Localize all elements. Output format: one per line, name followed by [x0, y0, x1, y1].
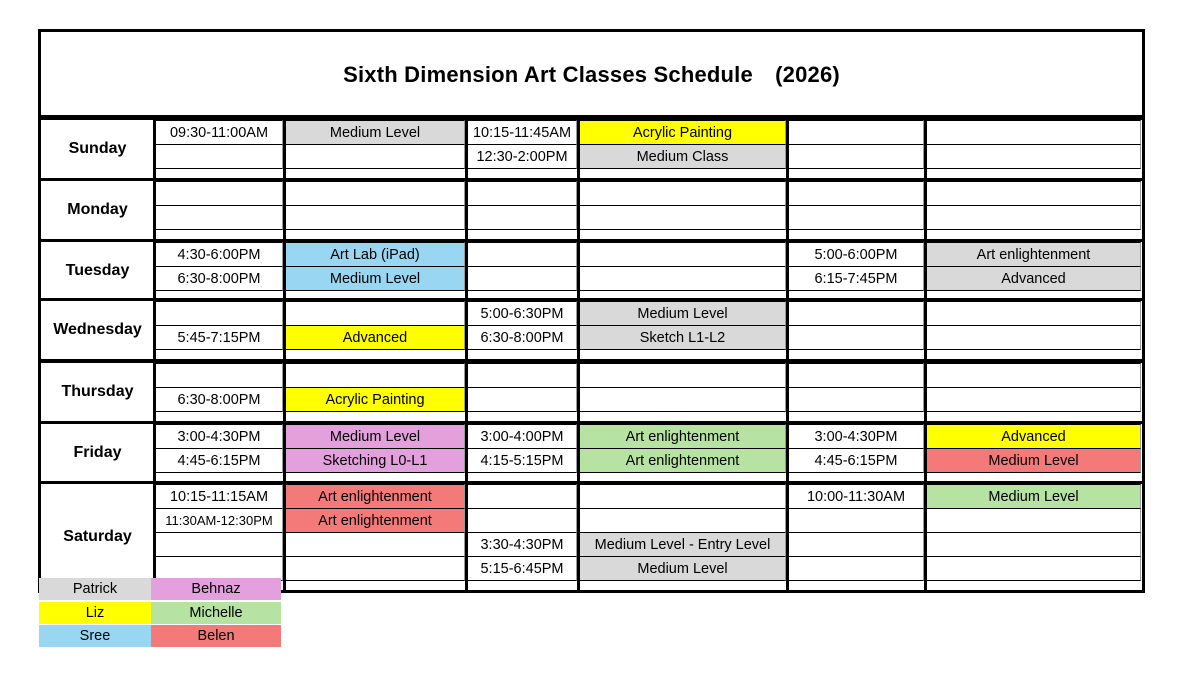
class-slot-class3	[927, 387, 1141, 412]
class-slot-class1	[286, 181, 465, 206]
time-slot-time1	[156, 144, 283, 169]
time-slot-time1: 3:00-4:30PM	[156, 424, 283, 449]
time-slot-time1: 6:30-8:00PM	[156, 266, 283, 291]
time-slot-time3: 5:00-6:00PM	[789, 242, 924, 267]
class-slot-class1: Art Lab (iPad)	[286, 242, 465, 267]
time-slot-time1	[156, 301, 283, 326]
day-block-tuesday	[38, 239, 1145, 303]
time-slot-time2: 3:30-4:30PM	[468, 532, 577, 557]
class-slot-class3: Medium Level	[927, 448, 1141, 473]
class-slot-class3: Advanced	[927, 266, 1141, 291]
class-slot-class2	[580, 484, 786, 509]
time-slot-time2: 5:15-6:45PM	[468, 556, 577, 581]
time-slot-time2: 4:15-5:15PM	[468, 448, 577, 473]
legend-patrick: Patrick	[39, 578, 151, 601]
class-slot-class2: Art enlightenment	[580, 448, 786, 473]
time-slot-time3	[789, 120, 924, 145]
time-slot-time1	[156, 205, 283, 230]
class-slot-class1: Medium Level	[286, 266, 465, 291]
class-slot-class1: Advanced	[286, 325, 465, 350]
class-slot-class1: Art enlightenment	[286, 484, 465, 509]
time-slot-time2: 3:00-4:00PM	[468, 424, 577, 449]
time-slot-time1: 5:45-7:15PM	[156, 325, 283, 350]
class-slot-class1	[286, 532, 465, 557]
class-slot-class3	[927, 205, 1141, 230]
legend-behnaz: Behnaz	[151, 578, 281, 601]
class-slot-class3	[927, 556, 1141, 581]
legend-michelle: Michelle	[151, 602, 281, 625]
time-slot-time2: 10:15-11:45AM	[468, 120, 577, 145]
day-name: Sunday	[68, 140, 127, 157]
class-slot-class3	[927, 325, 1141, 350]
time-slot-time2	[468, 387, 577, 412]
time-slot-time1	[156, 363, 283, 388]
class-slot-class2	[580, 508, 786, 533]
time-slot-time1	[156, 181, 283, 206]
day-name: Wednesday	[53, 321, 142, 338]
time-slot-time1: 6:30-8:00PM	[156, 387, 283, 412]
class-slot-class2	[580, 387, 786, 412]
class-slot-class2	[580, 266, 786, 291]
time-slot-time3	[789, 205, 924, 230]
class-slot-class1: Acrylic Painting	[286, 387, 465, 412]
class-slot-class3	[927, 363, 1141, 388]
time-slot-time3	[789, 144, 924, 169]
time-slot-time2	[468, 242, 577, 267]
time-slot-time2: 12:30-2:00PM	[468, 144, 577, 169]
class-slot-class3	[927, 532, 1141, 557]
legend-sree: Sree	[39, 625, 151, 648]
class-slot-class1	[286, 556, 465, 581]
day-name: Saturday	[63, 528, 132, 545]
time-slot-time3	[789, 363, 924, 388]
time-slot-time3	[789, 387, 924, 412]
class-slot-class2: Medium Level - Entry Level	[580, 532, 786, 557]
time-slot-time3: 3:00-4:30PM	[789, 424, 924, 449]
class-slot-class3	[927, 120, 1141, 145]
class-slot-class2: Medium Class	[580, 144, 786, 169]
time-slot-time1: 4:30-6:00PM	[156, 242, 283, 267]
time-slot-time1: 4:45-6:15PM	[156, 448, 283, 473]
time-slot-time3	[789, 556, 924, 581]
time-slot-time3	[789, 301, 924, 326]
day-name: Friday	[73, 444, 122, 461]
class-slot-class3: Medium Level	[927, 484, 1141, 509]
class-slot-class1: Art enlightenment	[286, 508, 465, 533]
day-name: Tuesday	[65, 262, 130, 279]
day-block-sunday	[38, 117, 1145, 181]
title-box	[38, 29, 1145, 118]
class-slot-class3	[927, 301, 1141, 326]
class-slot-class3	[927, 181, 1141, 206]
time-slot-time1: 10:15-11:15AM	[156, 484, 283, 509]
day-name: Thursday	[61, 383, 134, 400]
class-slot-class2	[580, 363, 786, 388]
class-slot-class1	[286, 205, 465, 230]
class-slot-class1: Medium Level	[286, 120, 465, 145]
time-slot-time3	[789, 181, 924, 206]
page-title: Sixth Dimension Art Classes Schedule (2026)	[343, 62, 840, 87]
time-slot-time2	[468, 266, 577, 291]
time-slot-time2	[468, 205, 577, 230]
class-slot-class1	[286, 301, 465, 326]
class-slot-class2: Medium Level	[580, 556, 786, 581]
class-slot-class2	[580, 242, 786, 267]
class-slot-class2: Sketch L1-L2	[580, 325, 786, 350]
day-block-thursday	[38, 360, 1145, 424]
time-slot-time2	[468, 181, 577, 206]
legend-belen: Belen	[151, 625, 281, 648]
time-slot-time3	[789, 532, 924, 557]
time-slot-time1	[156, 532, 283, 557]
time-slot-time2	[468, 484, 577, 509]
class-slot-class3: Advanced	[927, 424, 1141, 449]
class-slot-class2	[580, 205, 786, 230]
time-slot-time3	[789, 508, 924, 533]
day-block-saturday	[38, 481, 1145, 593]
time-slot-time3: 10:00-11:30AM	[789, 484, 924, 509]
time-slot-time2	[468, 508, 577, 533]
class-slot-class2: Acrylic Painting	[580, 120, 786, 145]
class-slot-class2: Art enlightenment	[580, 424, 786, 449]
class-slot-class3: Art enlightenment	[927, 242, 1141, 267]
time-slot-time3: 4:45-6:15PM	[789, 448, 924, 473]
day-block-wednesday	[38, 298, 1145, 362]
class-slot-class3	[927, 508, 1141, 533]
class-slot-class1	[286, 144, 465, 169]
time-slot-time1: 11:30AM-12:30PM	[156, 508, 283, 533]
class-slot-class2: Medium Level	[580, 301, 786, 326]
time-slot-time2	[468, 363, 577, 388]
day-block-friday	[38, 421, 1145, 485]
time-slot-time1: 09:30-11:00AM	[156, 120, 283, 145]
class-slot-class2	[580, 181, 786, 206]
class-slot-class3	[927, 144, 1141, 169]
day-name: Monday	[67, 201, 128, 218]
legend-liz: Liz	[39, 602, 151, 625]
day-block-monday	[38, 178, 1145, 242]
time-slot-time2: 5:00-6:30PM	[468, 301, 577, 326]
time-slot-time3	[789, 325, 924, 350]
class-slot-class1	[286, 363, 465, 388]
time-slot-time2: 6:30-8:00PM	[468, 325, 577, 350]
class-slot-class1: Medium Level	[286, 424, 465, 449]
time-slot-time3: 6:15-7:45PM	[789, 266, 924, 291]
class-slot-class1: Sketching L0-L1	[286, 448, 465, 473]
